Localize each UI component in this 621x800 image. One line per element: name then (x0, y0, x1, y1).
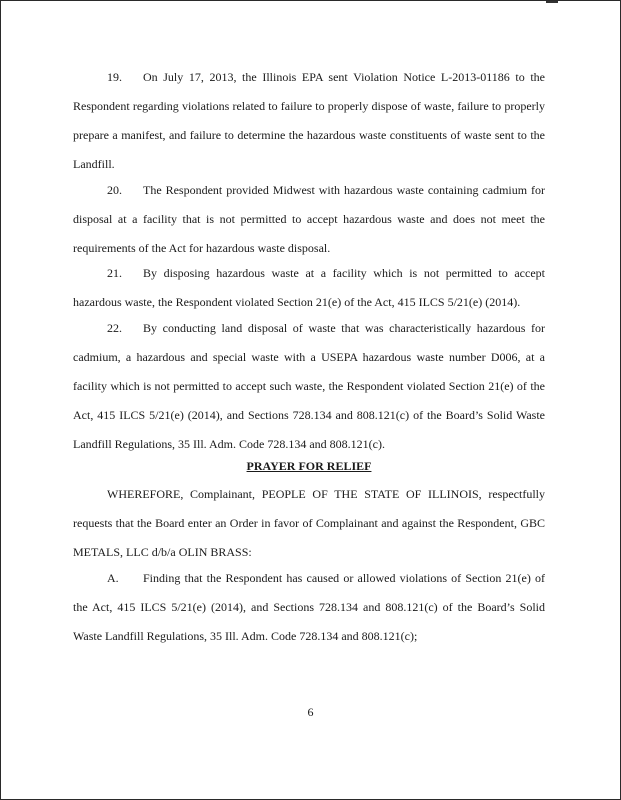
paragraph-22 (73, 314, 545, 459)
relief-item-text: Finding that the Respondent has caused or allowed violations of Section 21(e) of the Act, 415 ILCS 5/21(e) (2014), and Sections 728.134 and 808.121(c) of the Board’s Solid Waste Landfill Regulations, 35 Ill. Adm. Code 728.134 and 808.121(c); (73, 571, 545, 643)
paragraph-21 (73, 259, 545, 317)
paragraph-number: 19. (107, 70, 122, 84)
scan-mark (546, 1, 558, 3)
relief-item-a (73, 564, 545, 651)
paragraph-text: By conducting land disposal of waste that was characteristically hazardous for cadmium, a hazardous and special waste with a USEPA hazardous waste number D006, at a facility which is not permitted to accept such waste, the Respondent violated Section 21(e) of the Act, 415 ILCS 5/21(e) (2014), and Sections 728.134 and 808.121(c) of the Board’s Solid Waste Landfill Regulations, 35 Ill. Adm. Code 728.134 and 808.121(c). (73, 321, 545, 451)
section-heading: PRAYER FOR RELIEF (246, 459, 372, 473)
paragraph-number: 21. (107, 266, 122, 280)
wherefore-paragraph (73, 480, 545, 567)
paragraph-number: 22. (107, 321, 122, 335)
paragraph-text: The Respondent provided Midwest with hazardous waste containing cadmium for disposal at a facility that is not permitted to accept hazardous waste and does not meet the requirements of the Act for hazardous waste disposal. (73, 183, 545, 255)
paragraph-text: By disposing hazardous waste at a facility which is not permitted to accept hazardous waste, the Respondent violated Section 21(e) of the Act, 415 ILCS 5/21(e) (2014). (73, 266, 545, 309)
paragraph-19 (73, 63, 545, 179)
paragraph-text: WHEREFORE, Complainant, PEOPLE OF THE STATE OF ILLINOIS, respectfully requests that the Board enter an Order in favor of Complainant and against the Respondent, GBC METALS, LLC d/b/a OLIN BRASS: (73, 487, 545, 559)
relief-item-label: A. (107, 571, 119, 585)
paragraph-text: On July 17, 2013, the Illinois EPA sent Violation Notice L-2013-01186 to the Respondent regarding violations related to failure to properly dispose of waste, failure to properly prepare a manifest, and failure to determine the hazardous waste constituents of waste sent to the Landfill. (73, 70, 545, 171)
paragraph-number: 20. (107, 183, 122, 197)
page-number: 6 (307, 705, 314, 719)
paragraph-20 (73, 176, 545, 263)
